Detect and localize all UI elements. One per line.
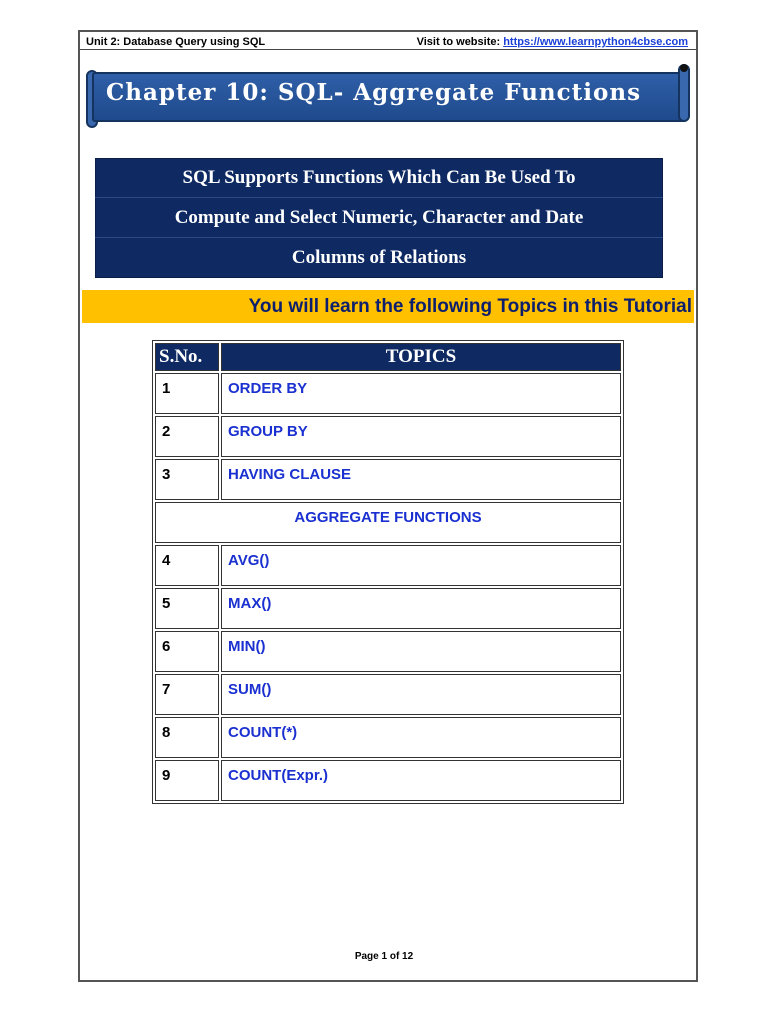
intro-line: Compute and Select Numeric, Character and Date — [95, 198, 663, 238]
scroll-knob — [680, 64, 688, 72]
row-topic: HAVING CLAUSE — [221, 459, 621, 500]
table-section-row — [155, 502, 621, 543]
table-row — [155, 631, 621, 672]
table-header-row — [155, 343, 621, 371]
row-number: 4 — [155, 545, 219, 586]
intro-line: Columns of Relations — [291, 247, 467, 268]
page-number: Page 1 of 12 — [354, 951, 414, 962]
table-row — [155, 588, 621, 629]
row-number: 2 — [155, 416, 219, 457]
row-topic: ORDER BY — [221, 373, 621, 414]
column-header-sno: S.No. — [155, 343, 219, 371]
website-link[interactable]: https://www.learnpython4cbse.com — [503, 36, 688, 48]
row-number: 3 — [155, 459, 219, 500]
table-row — [155, 717, 621, 758]
table-row — [155, 545, 621, 586]
table-row — [155, 416, 621, 457]
column-header-topics: TOPICS — [221, 343, 621, 371]
table-row — [155, 459, 621, 500]
row-topic: AVG() — [221, 545, 621, 586]
row-topic: MIN() — [221, 631, 621, 672]
row-topic: GROUP BY — [221, 416, 621, 457]
row-number: 8 — [155, 717, 219, 758]
header-website-label: Visit to website: — [416, 36, 504, 48]
table-row — [155, 760, 621, 801]
row-topic: COUNT(Expr.) — [221, 760, 621, 801]
row-number: 7 — [155, 674, 219, 715]
row-number: 9 — [155, 760, 219, 801]
topics-table — [152, 340, 624, 804]
row-topic: SUM() — [221, 674, 621, 715]
row-number: 5 — [155, 588, 219, 629]
table-row — [155, 674, 621, 715]
section-heading: AGGREGATE FUNCTIONS — [155, 502, 621, 543]
header-divider — [80, 49, 696, 50]
header-unit-title: Unit 2: Database Query using SQL — [86, 36, 266, 48]
row-topic: MAX() — [221, 588, 621, 629]
chapter-title: Chapter 10: SQL- Aggregate Functions — [106, 79, 642, 106]
tutorial-heading: You will learn the following Topics in this Tutorial — [248, 296, 692, 317]
row-number: 6 — [155, 631, 219, 672]
row-topic: COUNT(*) — [221, 717, 621, 758]
intro-line: SQL Supports Functions Which Can Be Used To — [95, 158, 663, 198]
table-row — [155, 373, 621, 414]
row-number: 1 — [155, 373, 219, 414]
scroll-right-roll — [678, 64, 690, 122]
header-website — [417, 36, 688, 48]
